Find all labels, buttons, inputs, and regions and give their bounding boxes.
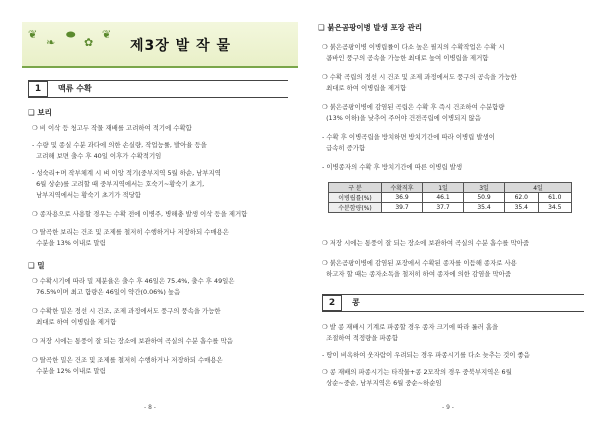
table-cell: 37.7 [423, 203, 464, 213]
storage-line: ❍ 저장 시에는 통풍이 잘 되는 장소에 보관하여 곡실의 수분 흡수를 막아줌 [322, 239, 530, 247]
table-cell: 34.5 [538, 203, 572, 213]
seed-line: 하고자 할 때는 종자소독을 철저히 하여 종자에 의한 감염을 막아줌 [322, 270, 512, 278]
carrot-icon: ✿ [84, 36, 94, 49]
page-number: - 9 - [442, 404, 454, 411]
table-cell: 50.9 [464, 193, 505, 203]
soybean-line: 상순~중순, 남부지역은 6월 중순~하순임 [322, 379, 442, 387]
section-header-1 [28, 80, 288, 98]
table-cell: 이병립률(%) [329, 193, 382, 203]
fusarium-line: 최대로 하여 이병립을 제거함 [322, 84, 407, 92]
table-cell: 62.0 [505, 193, 539, 203]
table-cell: 35.4 [505, 203, 539, 213]
fusarium-heading: ❑ 붉은곰팡이병 발생 포장 관리 [318, 23, 423, 32]
soybean-line: ❍ 콩 재배의 파종시기는 타작물+콩 2모작의 경우 중북부지역은 6월 [322, 368, 512, 376]
wheat-line: 최대로 하여 이병립을 제거함 [32, 318, 117, 326]
fusarium-line: ❍ 수확 곡립의 정선 시 건조 및 조제 과정에서도 풍구의 공속을 가능한 [322, 73, 517, 81]
barley-line: ❍ 종자용으로 사용할 경우는 수확 전에 이병주, 병해충 발생 이삭 등을 제거함 [32, 210, 248, 218]
barley-line: 6월 상순)를 고려할 때 중부지역에서는 호숙기~황숙기 초기, [32, 180, 205, 188]
section-title: 맥류 수확 [58, 84, 92, 93]
section-header-2 [322, 294, 584, 312]
fusarium-line: ❍ 붉은곰팡이병에 감염된 곡립은 수확 후 즉시 건조하여 수분함량 [322, 103, 505, 111]
wheat-line: ❍ 수확한 밀은 정선 시 건조, 조제 과정에서도 풍구의 풍속을 가능한 [32, 307, 221, 315]
barley-line: ❍ 탈곡한 보리는 건조 및 조제를 철저히 수행하거나 저장하되 수매용은 [32, 228, 229, 236]
table-cell: 수분함량(%) [329, 203, 382, 213]
soybean-line: 조절하여 적정량을 파종함 [322, 334, 399, 342]
table-cell: 61.0 [538, 193, 572, 203]
table-header: 수확직후 [382, 183, 423, 193]
section-number: 2 [322, 295, 342, 311]
table-header: 4일 [505, 183, 572, 193]
wheat-line: ❍ 수확시기에 따라 밀 제분율은 출수 후 46일은 75.4%, 출수 후 49일은 [32, 277, 235, 285]
section-title: 콩 [352, 298, 360, 307]
section-number: 1 [28, 81, 48, 97]
wheat-line: 수분을 12% 이내로 말림 [32, 367, 106, 375]
table-header: 1일 [423, 183, 464, 193]
table-header-row [329, 183, 572, 193]
fusarium-line: (13% 이하)을 낮추어 주어야 건전곡립에 이병되지 않음 [322, 114, 481, 122]
barley-line: 남부지역에서는 황숙기 초기가 적당함 [32, 191, 141, 199]
soybean-line: ❍ 밭 콩 재배시 기계로 파종할 경우 종자 크기에 따라 롤러 홈을 [322, 323, 499, 331]
table-cell: 39.7 [382, 203, 423, 213]
table-cell: 35.4 [464, 203, 505, 213]
fusarium-line: 급속히 증가함 [322, 144, 366, 152]
soybean-line: - 땅이 비옥하여 웃자람이 우려되는 경우 파종시기를 다소 늦추는 것이 좋음 [322, 351, 530, 359]
barley-line: - 수량 및 종실 수분 과다에 의한 손실량, 작업능률, 발아율 등을 [32, 141, 207, 149]
bean-icon: ⬬ [66, 28, 76, 41]
table-header: 3일 [464, 183, 505, 193]
barley-line: 수분을 13% 이내로 말림 [32, 239, 106, 247]
fusarium-line: - 수확 후 이병곡립을 방치하면 방치기간에 따라 이병립 발생이 [322, 133, 495, 141]
wheat-line: 76.5%이며 최고 함량은 46일이 약간(0.06%) 높음 [32, 288, 181, 296]
barley-heading: ❑ 보리 [28, 108, 52, 117]
fusarium-line: 콤바인 풍구의 공속을 가능한 최대로 높여 이병립을 제거함 [322, 54, 489, 62]
barley-line: 고려해 보면 출수 후 40일 이후가 수확적기임 [32, 152, 162, 160]
chapter-title: 제3장 발 작 물 [130, 38, 231, 54]
table-header: 구 분 [329, 183, 382, 193]
right-page [300, 0, 600, 424]
barley-line: ❍ 비 이삭 등 청고두 작물 재배를 고려하여 적기에 수확함 [32, 124, 192, 132]
table-row [329, 193, 572, 203]
wheat-line: ❍ 탈곡한 밀은 건조 및 조제를 철저히 수행하거나 저장하되 수매용은 [32, 356, 223, 364]
fusarium-line: - 이병종자의 수확 후 방치기간에 따른 이병립 발생 [322, 163, 462, 171]
table-cell: 36.9 [382, 193, 423, 203]
leaf-icon: ❧ [46, 36, 56, 49]
table-row [329, 203, 572, 213]
wheat-heading: ❑ 밀 [28, 261, 45, 270]
barley-line: - 성숙리+며 작부체계 시 벼 이앙 적기(중부지역 5월 하순, 남부지역 [32, 169, 221, 177]
wheat-line: ❍ 저장 시에는 통풍이 잘 되는 장소에 보관하여 곡실의 수분 흡수를 막음 [32, 337, 233, 345]
table-cell: 46.1 [423, 193, 464, 203]
vegetable-icon: ❦ [28, 28, 38, 41]
chapter-banner [22, 22, 298, 68]
pepper-icon: ❦ [102, 28, 112, 41]
fusarium-line: ❍ 붉은곰팡이병 이병립률이 다소 높은 필지의 수확작업은 수확 시 [322, 43, 505, 51]
seed-line: ❍ 붉은곰팡이병에 감염된 포장에서 수확된 종자를 이듬해 종자로 사용 [322, 259, 517, 267]
page-number: - 8 - [144, 404, 156, 411]
infection-table [328, 182, 572, 213]
